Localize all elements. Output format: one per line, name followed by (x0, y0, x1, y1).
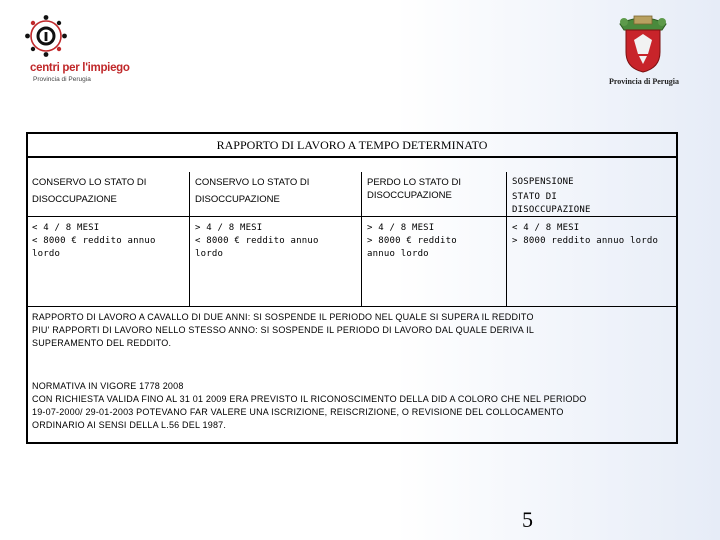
condition-cell-3-line: annuo lordo (367, 249, 429, 259)
header-cell-4-line: SOSPENSIONE (512, 177, 574, 187)
condition-cell-4-line: > 8000 reddito annuo lordo (512, 236, 659, 246)
column-divider (361, 172, 362, 306)
condition-cell-3 (367, 222, 457, 261)
condition-cell-1-line: < 8000 € reddito annuo (32, 236, 156, 246)
column-divider (189, 172, 190, 306)
column-divider (506, 172, 507, 306)
condition-cell-3-line: > 4 / 8 MESI (367, 223, 435, 233)
condition-cell-2-line: < 8000 € reddito annuo (195, 236, 319, 246)
row-divider (28, 306, 676, 307)
page-number: 5 (522, 507, 533, 532)
header-cell-1-line: CONSERVO LO STATO DI (32, 177, 147, 188)
condition-cell-1-line: lordo (32, 249, 61, 259)
header-cell-3-line: PERDO LO STATO DI (367, 177, 461, 188)
header-cell-4-line: STATO DI (512, 192, 557, 202)
provincia-caption: Provincia di Perugia (608, 77, 680, 86)
condition-cell-1 (32, 222, 156, 261)
condition-cell-2-line: > 4 / 8 MESI (195, 223, 263, 233)
header-cell-1 (32, 176, 146, 206)
condition-cell-2 (195, 222, 319, 261)
centri-per-impiego-logo (24, 14, 134, 89)
header-cell-2 (195, 176, 309, 206)
centri-per-impiego-mark-icon (24, 14, 68, 60)
condition-cell-4 (512, 222, 658, 248)
notes-section-2 (32, 380, 672, 432)
header-cell-2-line: CONSERVO LO STATO DI (195, 177, 310, 188)
notes-section-1 (32, 311, 672, 350)
note-line: SUPERAMENTO DEL REDDITO. (32, 338, 172, 348)
note-line: CON RICHIESTA VALIDA FINO AL 31 01 2009 ERA PREVISTO IL RICONOSCIMENTO DELLA DID A COLORO CHE NEL PERIODO (32, 394, 587, 404)
header-cell-1-line: DISOCCUPAZIONE (32, 194, 117, 205)
report-title: RAPPORTO DI LAVORO A TEMPO DETERMINATO (28, 134, 676, 158)
note-line: NORMATIVA IN VIGORE 1778 2008 (32, 381, 184, 391)
header-cell-4 (512, 176, 591, 217)
note-line: PIU' RAPPORTI DI LAVORO NELLO STESSO ANNO: SI SOSPENDE IL PERIODO DI LAVORO DAL QUALE DERIVA IL (32, 325, 535, 335)
report-box (26, 132, 678, 444)
logo-left-name: centri per l'impiego (30, 62, 130, 74)
header-cell-3 (367, 176, 461, 202)
condition-cell-2-line: lordo (195, 249, 224, 259)
note-line: RAPPORTO DI LAVORO A CAVALLO DI DUE ANNI: SI SOSPENDE IL PERIODO NEL QUALE SI SUPERA IL REDDITO (32, 312, 534, 322)
header-cell-3-line: DISOCCUPAZIONE (367, 190, 452, 201)
header-cell-4-line: DISOCCUPAZIONE (512, 205, 591, 215)
note-line: 19-07-2000/ 29-01-2003 POTEVANO FAR VALERE UNA ISCRIZIONE, REISCRIZIONE, O REVISIONE DEL COLLOCAMENTO (32, 407, 564, 417)
provincia-perugia-logo (598, 10, 690, 90)
logo-left-subtitle: Provincia di Perugia (33, 76, 91, 83)
condition-cell-3-line: > 8000 € reddito (367, 236, 457, 246)
provincia-crest-icon (612, 10, 674, 74)
condition-cell-1-line: < 4 / 8 MESI (32, 223, 100, 233)
condition-cell-4-line: < 4 / 8 MESI (512, 223, 580, 233)
header-cell-2-line: DISOCCUPAZIONE (195, 194, 280, 205)
note-line: ORDINARIO AI SENSI DELLA L.56 DEL 1987. (32, 420, 227, 430)
